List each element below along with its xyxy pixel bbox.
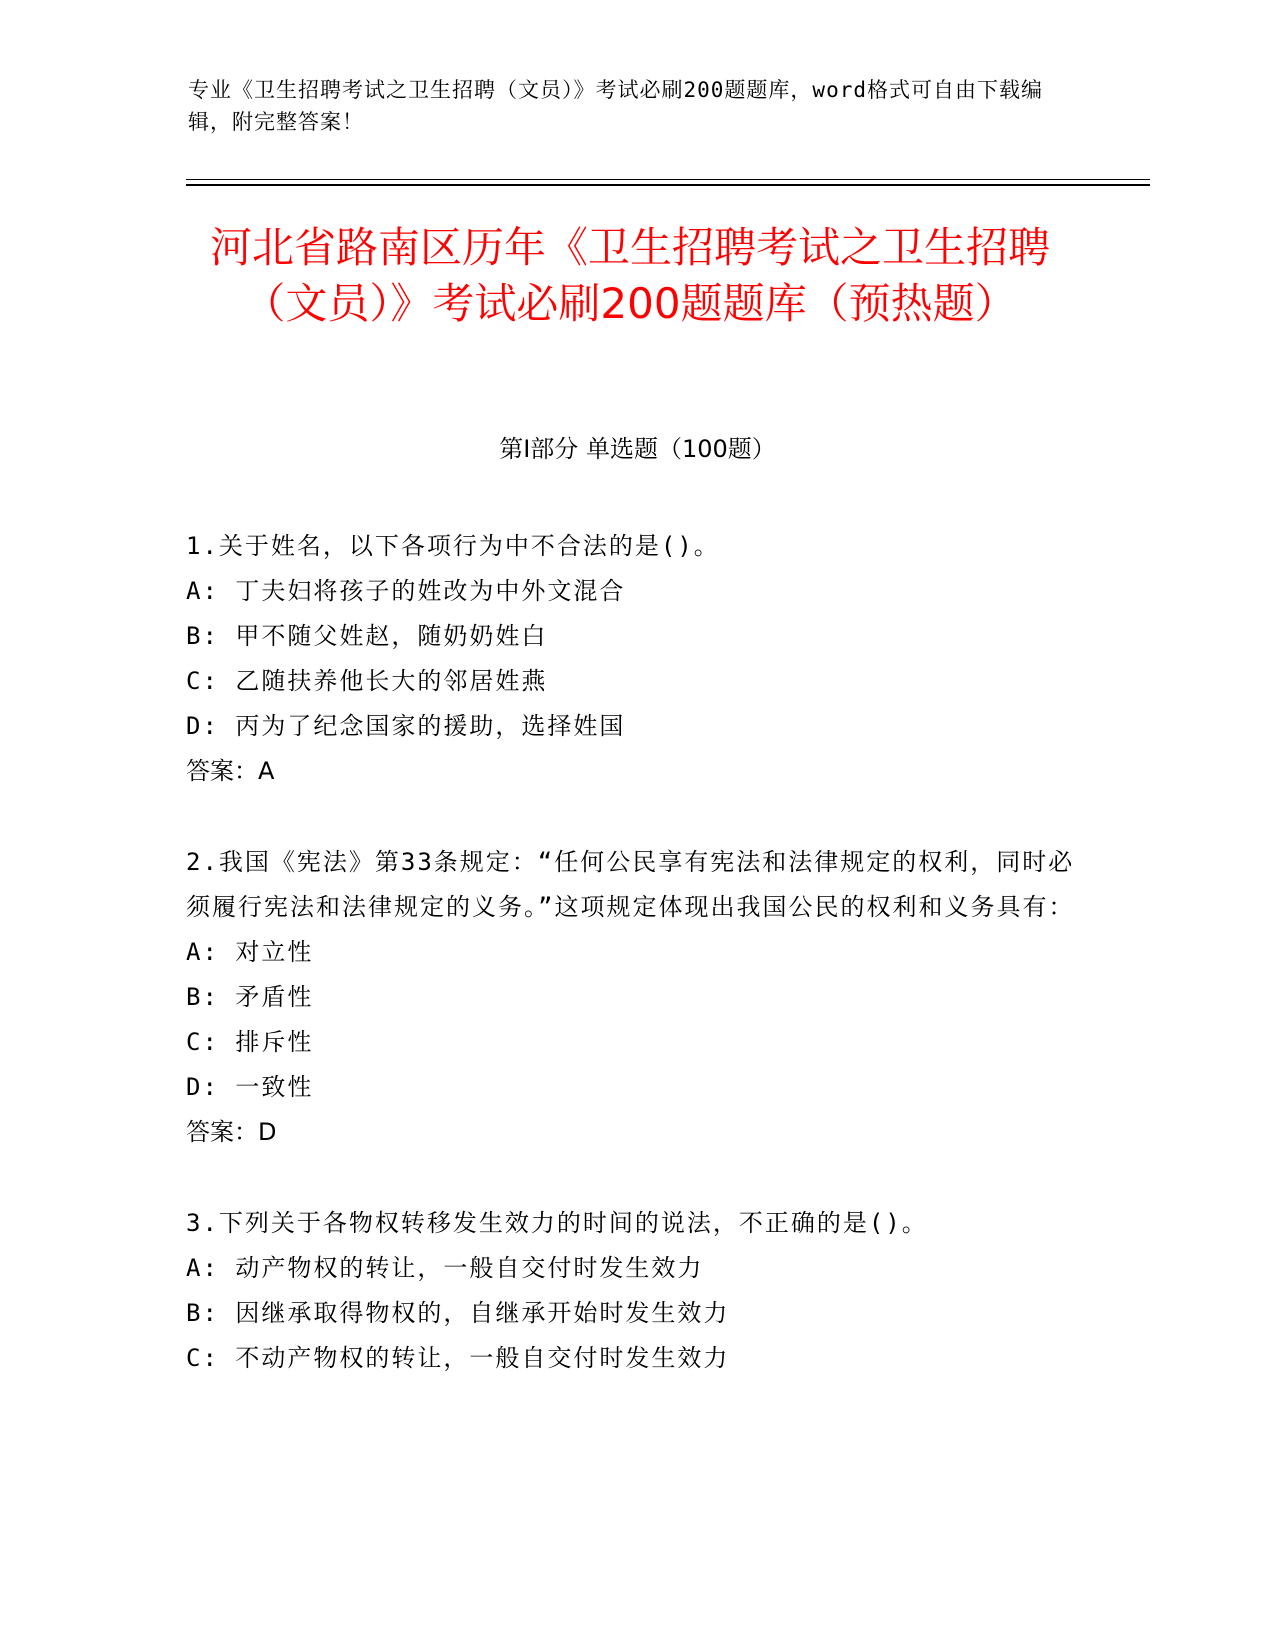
document-title: 河北省路南区历年《卫生招聘考试之卫生招聘（文员）》考试必刷200题题库（预热题） <box>209 223 1050 328</box>
question-stem: 2.我国《宪法》第33条规定：“任何公民享有宪法和法律规定的权利，同时必须履行宪法和法律规定的义务。”这项规定体现出我国公民的权利和义务具有： <box>186 848 1075 921</box>
question-2 <box>186 840 1076 1155</box>
option-c: C: 不动产物权的转让，一般自交付时发生效力 <box>186 1344 730 1372</box>
option-a: A: 丁夫妇将孩子的姓改为中外文混合 <box>186 577 626 605</box>
header-rule-thin <box>186 179 1150 180</box>
option-d: D: 丙为了纪念国家的援助，选择姓国 <box>186 712 626 740</box>
answer-line: 答案：A <box>186 757 275 785</box>
option-a: A: 对立性 <box>186 938 314 966</box>
question-3 <box>186 1201 1076 1381</box>
option-c: C: 乙随扶养他长大的邻居姓燕 <box>186 667 548 695</box>
section-title: 第Ⅰ部分 单选题（100题） <box>499 435 776 463</box>
header-rule-thick <box>186 184 1150 186</box>
option-d: D: 一致性 <box>186 1073 314 1101</box>
answer-line: 答案：D <box>186 1118 277 1146</box>
option-a: A: 动产物权的转让，一般自交付时发生效力 <box>186 1254 704 1282</box>
option-b: B: 因继承取得物权的，自继承开始时发生效力 <box>186 1299 730 1327</box>
question-stem: 3.下列关于各物权转移发生效力的时间的说法，不正确的是()。 <box>186 1209 928 1237</box>
question-1 <box>186 524 1076 794</box>
question-list <box>186 524 1076 1427</box>
option-b: B: 矛盾性 <box>186 983 314 1011</box>
option-c: C: 排斥性 <box>186 1028 314 1056</box>
question-stem: 1.关于姓名，以下各项行为中不合法的是()。 <box>186 532 720 560</box>
header-note: 专业《卫生招聘考试之卫生招聘（文员）》考试必刷200题题库，word格式可自由下载编辑，附完整答案！ <box>188 78 1043 134</box>
option-b: B: 甲不随父姓赵，随奶奶姓白 <box>186 622 548 650</box>
